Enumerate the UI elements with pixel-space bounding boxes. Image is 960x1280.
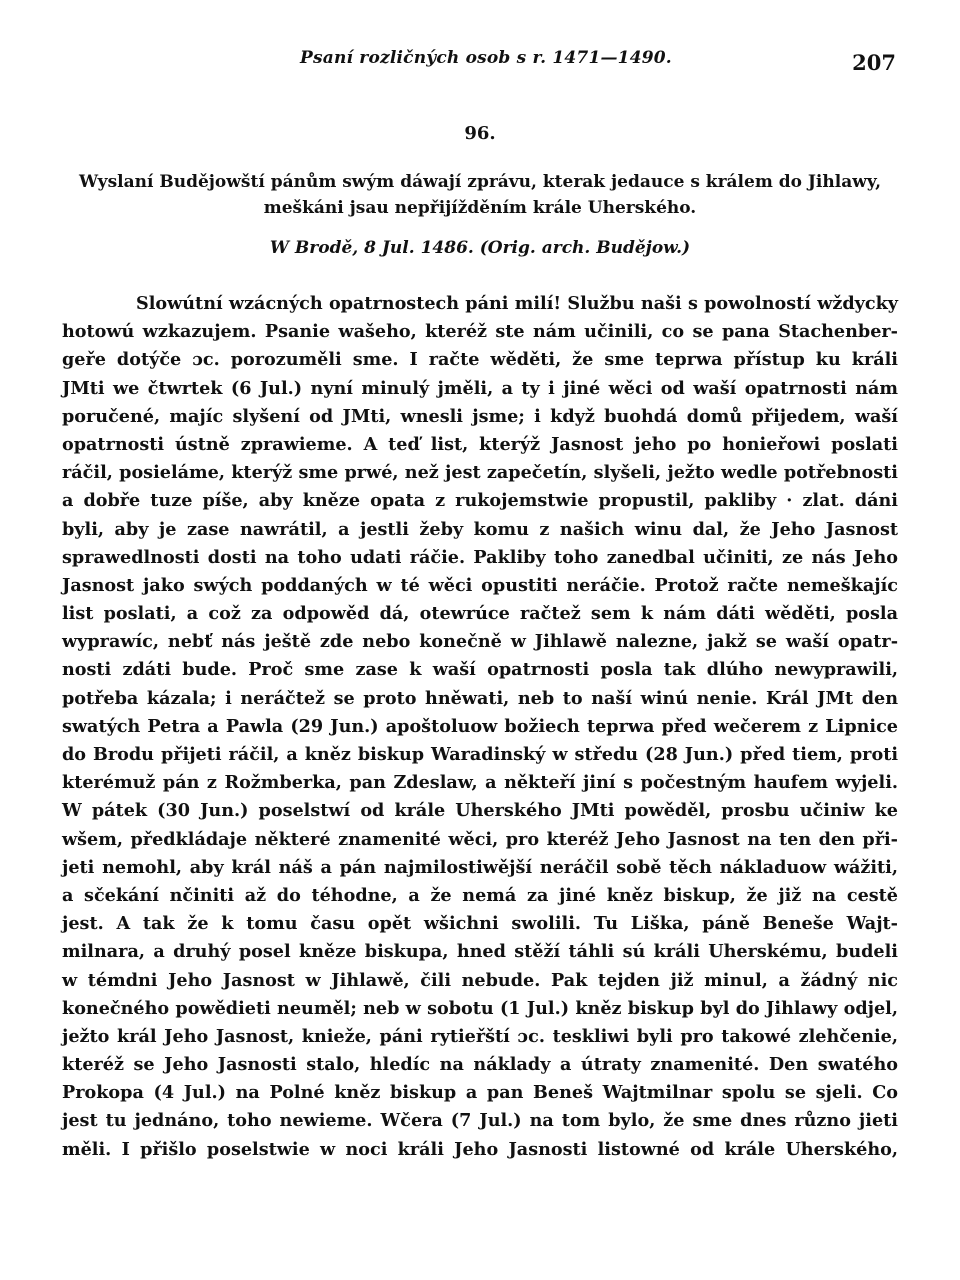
- body-line: sprawedlnosti dosti na toho udati ráčie. Pakliby toho zanedbal učiniti, ze nás Jeho: [62, 546, 898, 568]
- body-line: Prokopa (4 Jul.) na Polné kněz biskup a pan Beneš Wajtmilnar spolu se sjeli. Co: [62, 1082, 898, 1104]
- running-title: Psaní rozličných osob s r. 1471—1490.: [300, 48, 672, 68]
- running-head: [62, 42, 898, 82]
- body-line: JMti we čtwrtek (6 Jul.) nyní minulý jměli, a ty i jiné wěci od waší opatrnosti nám: [62, 377, 898, 399]
- body-line: milnara, a druhý posel kněze biskupa, hned stěží táhli sú králi Uherskému, budeli: [62, 941, 898, 963]
- body-line: byli, aby je zase nawrátil, a jestli žeby komu z našich winu dal, že Jeho Jasnost: [62, 518, 898, 540]
- document-summary: Wyslaní Budějowští pánům swým dáwají zprávu, kterak jedauce s králem do Jihlawy, meškáni jsau nepřijížděním krále Uherského.: [78, 172, 882, 218]
- body-line: a sčekání nčiniti až do téhodne, a že nemá za jiné kněz biskup, že již na cestě: [62, 884, 898, 906]
- body-line: Slowútní wzácných opatrnostech páni milí! Službu naši s powolností wždycky: [136, 293, 898, 314]
- body-line: list poslati, a což za odpowěd dá, otewrúce račtež sem k nám dáti wěděti, posla: [62, 603, 898, 625]
- body-line: jeti nemohl, aby král náš a pán najmilostiwější neráčil sobě těch nákladuow wážiti,: [62, 856, 898, 878]
- body-line: kteréž se Jeho Jasnosti stalo, hledíc na náklady a útraty znamenité. Den swatého: [62, 1054, 898, 1076]
- body-line: potřeba kázala; i neráčtež se proto hněwati, neb to naší winú nenie. Král JMt den: [62, 687, 898, 709]
- page-number: 207: [852, 50, 896, 75]
- body-line: Jasnost jako swých poddaných w té wěci opustiti neráčie. Protož račte nemeškajíc: [62, 574, 898, 596]
- body-line: ráčil, posieláme, kterýž sme prwé, než jest zapečetín, slyšeli, ježto wedle potřebnosti: [62, 462, 898, 484]
- body-line: poručené, majíc slyšení od JMti, wnesli jsme; i když buohdá domů přijedem, waší: [62, 405, 898, 427]
- body-line: kterémuž pán z Rožmberka, pan Zdeslaw, a někteří jiní s počestným haufem wyjeli.: [62, 772, 898, 794]
- body-line: swatých Petra a Pawla (29 Jun.) apoštoluow božiech teprwa před wečerem z Lipnice: [62, 715, 898, 737]
- body-line: w témdni Jeho Jasnost w Jihlawě, čili nebude. Pak tejden již minul, a žádný nic: [62, 969, 898, 991]
- document-number: 96.: [464, 123, 496, 144]
- body-line: opatrnosti ústně zprawieme. A teď list, kterýž Jasnost jeho po honieřowi poslati: [62, 433, 898, 455]
- body-line: konečného powědieti neuměl; neb w sobotu (1 Jul.) kněz biskup byl do Jihlawy odjel,: [62, 997, 898, 1019]
- letter-body: [62, 290, 898, 1164]
- body-line: W pátek (30 Jun.) poselstwí od krále Uherského JMti powěděl, prosbu učiniw ke: [62, 800, 898, 822]
- body-line: měli. I přišlo poselstwie w noci králi Jeho Jasnosti listowné od krále Uherského,: [62, 1138, 898, 1160]
- body-line: jest tu jednáno, toho newieme. Wčera (7 Jul.) na tom bylo, že sme dnes různo jieti: [62, 1110, 898, 1132]
- body-line: hotowú wzkazujem. Psanie wašeho, kteréž ste nám učinili, co se pana Stachenber-: [62, 321, 898, 343]
- body-line: geře dotýče ɔc. porozuměli sme. I račte wěděti, že sme teprwa přístup ku králi: [62, 349, 898, 371]
- body-line: jest. A tak že k tomu času opět wšichni swolili. Tu Liška, páně Beneše Wajt-: [62, 913, 898, 935]
- document-dateline: W Brodě, 8 Jul. 1486. (Orig. arch. Budějow.): [269, 238, 691, 258]
- body-line: do Brodu přijeti ráčil, a kněz biskup Waradinský w středu (28 Jun.) před tiem, proti: [62, 744, 898, 765]
- body-line: wšem, předkládaje některé znamenité wěci, pro kteréž Jeho Jasnost na ten den při-: [62, 828, 898, 850]
- body-line: ježto král Jeho Jasnost, knieže, páni rytieřští ɔc. teskliwi byli pro takowé zlehčenie,: [62, 1025, 898, 1047]
- body-line: nosti zdáti bude. Proč sme zase k waší opatrnosti posla tak dlúho newyprawili,: [62, 659, 898, 681]
- body-line: a dobře tuze píše, aby kněze opata z rukojemstwie propustil, pakliby · zlat. dáni: [62, 490, 898, 512]
- body-line: wyprawíc, nebť nás ještě zde nebo konečně w Jihlawě nalezne, jakž se waší opatr-: [62, 631, 898, 653]
